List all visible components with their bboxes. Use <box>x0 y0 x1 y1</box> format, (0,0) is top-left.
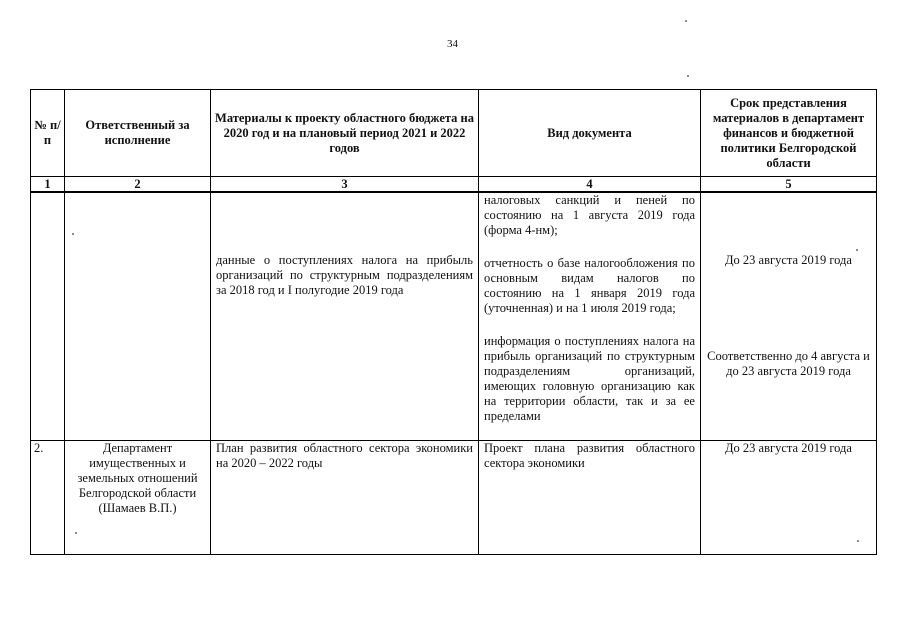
document-text: информация о поступлениях налога на прибыль организаций по структурным подразделениям организаций, имеющих головную организацию как на территории области, так и за ее пределами <box>484 334 695 423</box>
material-cell: План развития областного сектора экономики на 2020 – 2022 годы <box>211 441 479 555</box>
material-text: данные о поступлениях налога на прибыль организаций по структурным подразделениям за 2018 год и I полугодие 2019 года <box>216 253 473 297</box>
responsible-cell: Департамент имущественных и земельных отношений Белгородской области (Шамаев В.П.) <box>65 441 211 555</box>
document-cell: Проект плана развития областного сектора экономики <box>479 441 701 555</box>
column-number: 3 <box>211 177 479 193</box>
deadline-cell <box>701 192 877 441</box>
header-materials: Материалы к проекту областного бюджета на 2020 год и на плановый период 2021 и 2022 годов <box>211 90 479 177</box>
column-number: 5 <box>701 177 877 193</box>
header-responsible: Ответственный за исполнение <box>65 90 211 177</box>
header-row <box>31 90 877 177</box>
document-text-continued: налоговых санкций и пеней по состоянию на 1 августа 2019 года (форма 4-нм); <box>484 193 695 237</box>
deadline-text: До 23 августа 2019 года <box>725 253 852 267</box>
scan-speck <box>857 540 859 542</box>
scan-speck <box>687 75 689 77</box>
column-number: 4 <box>479 177 701 193</box>
budget-materials-table <box>30 89 877 555</box>
column-number: 1 <box>31 177 65 193</box>
column-number: 2 <box>65 177 211 193</box>
row-number-cell: 2. <box>31 441 65 555</box>
table-row <box>31 441 877 555</box>
header-number: № п/п <box>31 90 65 177</box>
column-number-row <box>31 177 877 193</box>
header-deadline: Срок представления материалов в департамент финансов и бюджетной политики Белгородской области <box>701 90 877 177</box>
document-cell <box>479 192 701 441</box>
scan-speck <box>75 532 77 534</box>
deadline-cell: До 23 августа 2019 года <box>701 441 877 555</box>
material-cell <box>211 192 479 441</box>
header-document-type: Вид документа <box>479 90 701 177</box>
table-row <box>31 192 877 441</box>
responsible-cell <box>65 192 211 441</box>
deadline-text: Соответственно до 4 августа и до 23 августа 2019 года <box>707 349 870 378</box>
scan-speck <box>72 233 74 235</box>
page-number: 34 <box>447 38 458 50</box>
document-text: отчетность о базе налогообложения по основным видам налогов по состоянию на 1 января 2019 года (уточненная) и на 1 июля 2019 года; <box>484 256 695 315</box>
scan-speck <box>685 20 687 22</box>
scan-speck <box>856 249 858 251</box>
row-number-cell <box>31 192 65 441</box>
